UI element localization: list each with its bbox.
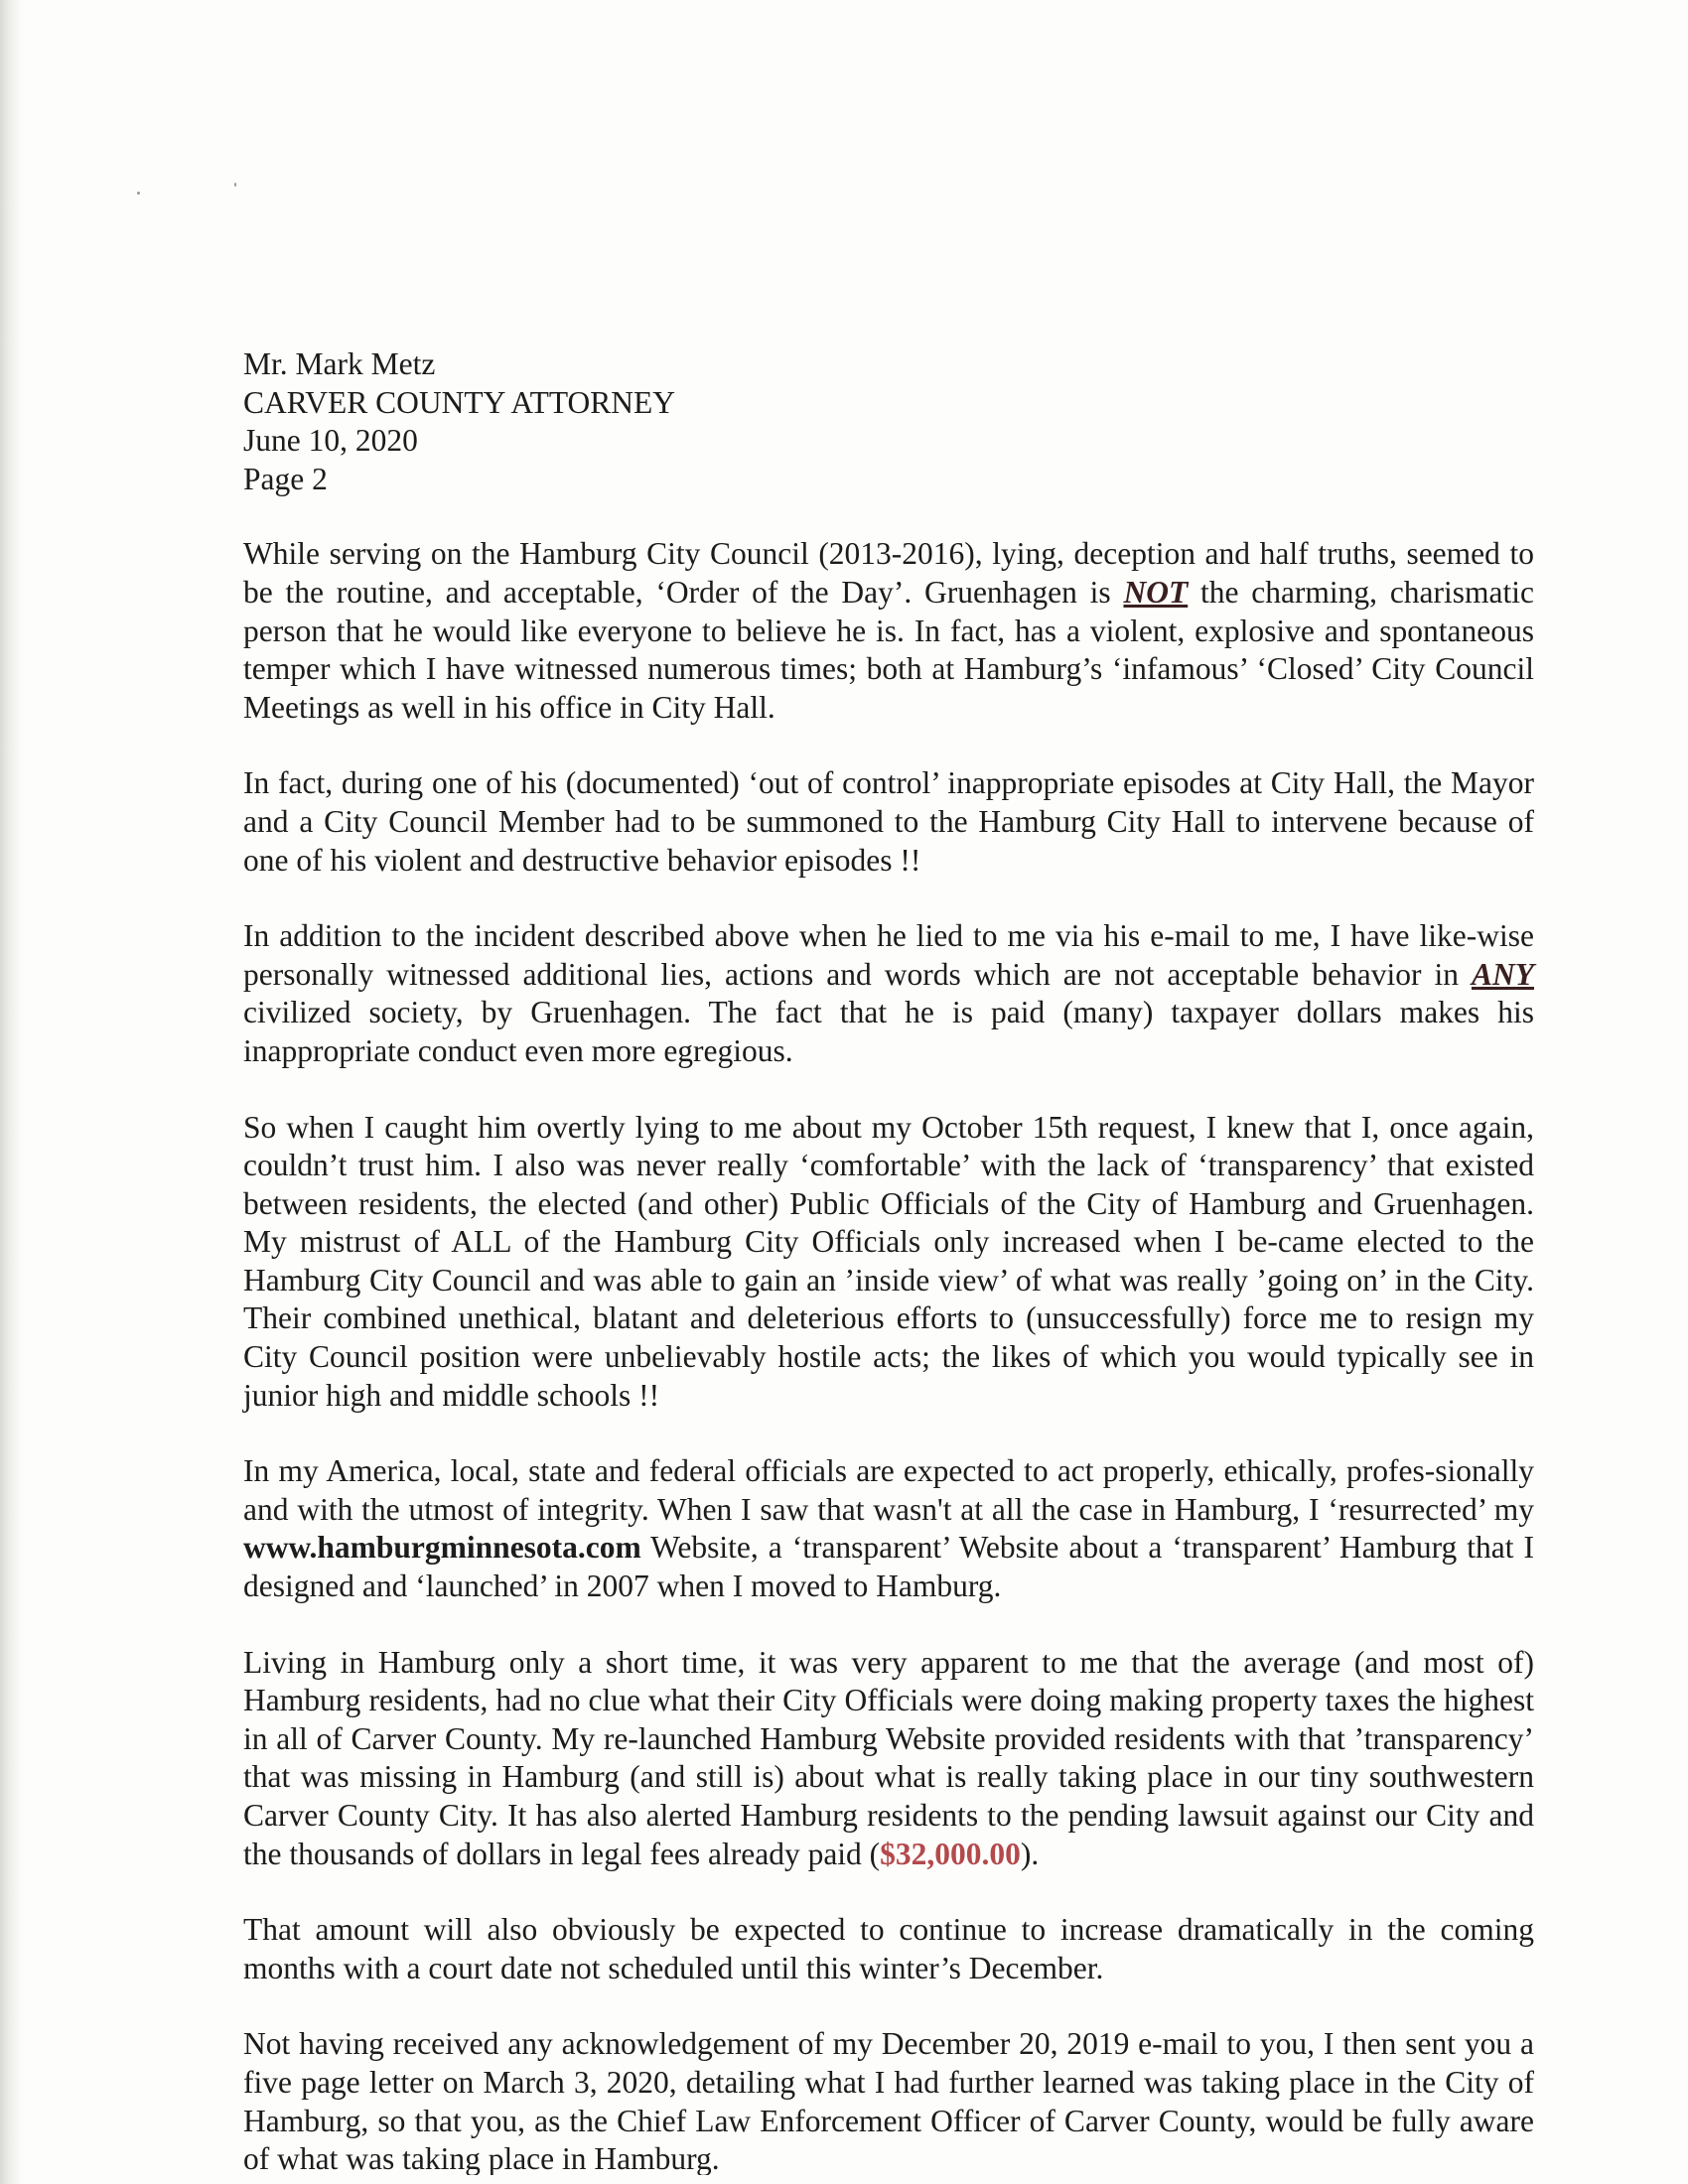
website-url: www.hamburgminnesota.com	[243, 1530, 641, 1566]
paragraph-4: So when I caught him overtly lying to me about my October 15th request, I knew that I, once again, couldn’t trust him. I also was never really ‘comfortable’ with the lack of ‘transparency’ that existed between residents, the elected (and other) Public Officials of the City of Hamburg and Gruenhagen. My mistrust of ALL of the Hamburg City Officials only increased when I be-came elected to the Hamburg City Council and was able to gain an ’inside view’ of what was really ’going on’ in the City. Their combined unethical, blatant and deleterious efforts to (unsuccessfully) force me to resign my City Council position were unbelievably hostile acts; the likes of which you would typically see in junior high and middle schools !!	[243, 1109, 1534, 1413]
page-number: Page 2	[243, 461, 328, 496]
scan-speck	[137, 192, 140, 195]
recipient-office: CARVER COUNTY ATTORNEY	[243, 384, 676, 420]
letter-date: June 10, 2020	[243, 423, 418, 459]
legal-fees-amount: $32,000.00	[880, 1836, 1021, 1871]
scan-shadow-edge	[0, 0, 22, 2184]
letter-page	[243, 345, 1534, 2175]
paragraph-3: In addition to the incident described above when he lied to me via his e-mail to me, I have like-wise personally witnessed additional lies, actions and words which are not acceptable behavior in ANY civilized society, by Gruenhagen. The fact that he is paid (many) taxpayer dollars makes his inappropriate conduct even more egregious.	[243, 918, 1534, 1068]
paragraph-5: In my America, local, state and federal officials are expected to act properly, ethically, profes-sionally and with the utmost of integrity. When I saw that wasn't at all the case in Hamburg, I ‘resurrected’ my www.hamburgminnesota.com Website, a ‘transparent’ Website about a ‘transparent’ Hamburg that I designed and ‘launched’ in 2007 when I moved to Hamburg.	[243, 1453, 1534, 1604]
scan-speck	[234, 183, 236, 187]
emphasis-any: ANY	[1472, 956, 1534, 992]
paragraph-8-clip	[243, 2025, 1534, 2175]
paragraph-6: Living in Hamburg only a short time, it was very apparent to me that the average (and most of) Hamburg residents, had no clue what their City Officials were doing making property taxes the highest in all of Carver County. My re-launched Hamburg Website provided residents with that ’transparency’ that was missing in Hamburg (and still is) about what is really taking place in our tiny southwestern Carver County City. It has also alerted Hamburg residents to the pending lawsuit against our City and the thousands of dollars in legal fees already paid ($32,000.00).	[243, 1644, 1534, 1871]
paragraph-7: That amount will also obviously be expected to continue to increase dramatically in the coming months with a court date not scheduled until this winter’s December.	[243, 1912, 1534, 1985]
recipient-name: Mr. Mark Metz	[243, 346, 436, 381]
letter-header	[243, 345, 1534, 498]
emphasis-not: NOT	[1123, 574, 1189, 610]
paragraph-2: In fact, during one of his (documented) ‘out of control’ inappropriate episodes at City Hall, the Mayor and a City Council Member had to be summoned to the Hamburg City Hall to intervene because of one of his violent and destructive behavior episodes !!	[243, 765, 1534, 878]
paragraph-1: While serving on the Hamburg City Council (2013-2016), lying, deception and half truths, seemed to be the routine, and acceptable, ‘Order of the Day’. Gruenhagen is NOT the charming, charismatic person that he would like everyone to believe he is. In fact, has a violent, explosive and spontaneous temper which I have witnessed numerous times; both at Hamburg’s ‘infamous’ ‘Closed’ City Council Meetings as well in his office in City Hall.	[243, 536, 1534, 725]
paragraph-8: Not having received any acknowledgement of my December 20, 2019 e-mail to you, I then sent you a five page letter on March 3, 2020, detailing what I had further learned was taking place in the City of Hamburg, so that you, as the Chief Law Enforcement Officer of Carver County, would be fully aware of what was taking place in Hamburg.	[243, 2026, 1534, 2176]
